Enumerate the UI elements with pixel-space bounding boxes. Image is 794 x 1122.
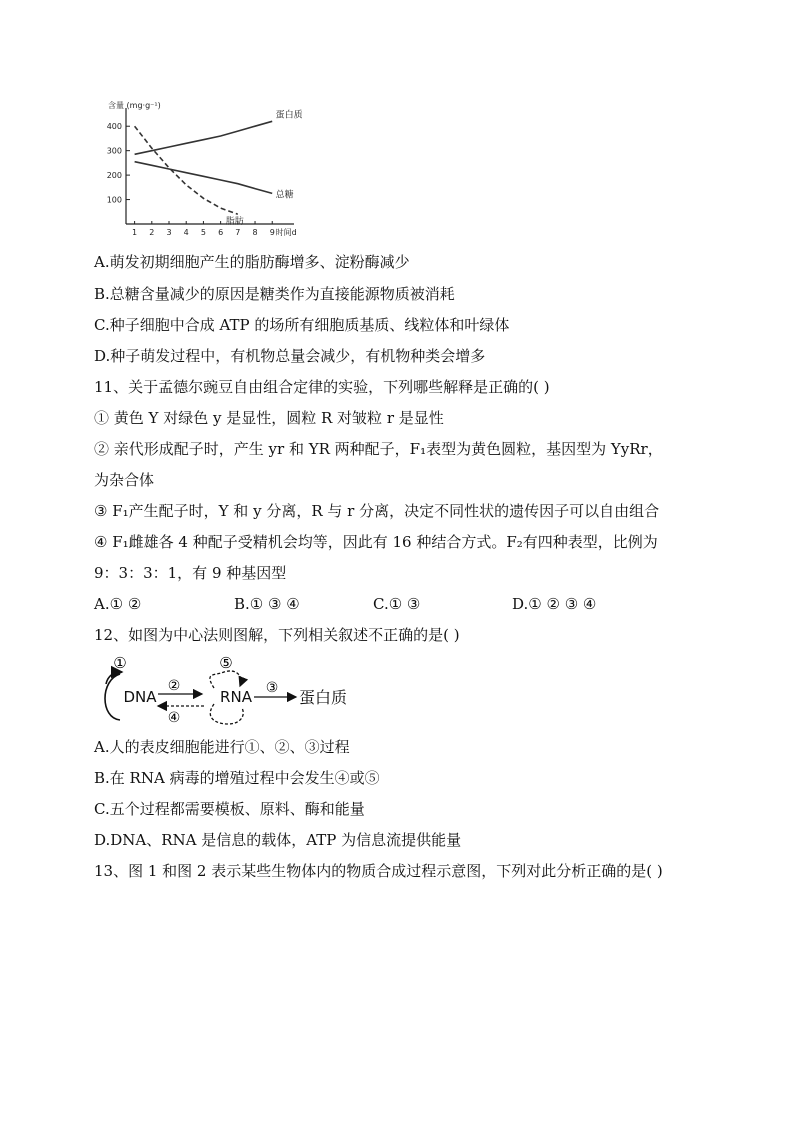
series-line-1 xyxy=(135,121,273,154)
series-label-2: 总糖 xyxy=(275,190,294,201)
x-tick-label: 9 xyxy=(269,228,275,237)
series-line-3 xyxy=(135,126,238,214)
q11-option-d: D.① ② ③ ④ xyxy=(512,595,597,613)
series-line-2 xyxy=(135,162,273,194)
y-axis-label: 含量 (mg·g⁻¹) xyxy=(108,101,161,110)
q12-option-d: D.DNA、RNA 是信息的载体，ATP 为信息流提供能量 xyxy=(94,831,462,849)
q12-stem: 12、如图为中心法则图解，下列相关叙述不正确的是( ) xyxy=(94,626,460,644)
y-tick-label: 200 xyxy=(106,171,122,181)
x-tick-label: 6 xyxy=(218,228,224,237)
num-1: ① xyxy=(113,654,127,672)
num-2: ② xyxy=(167,678,181,694)
series-label-1: 蛋白质 xyxy=(275,110,303,121)
num-5: ⑤ xyxy=(219,654,233,672)
q11-statement-3: ③ F₁产生配子时，Y 和 y 分离，R 与 r 分离，决定不同性状的遗传因子可以自由组合 xyxy=(94,502,660,520)
x-tick-label: 5 xyxy=(200,228,206,237)
content-chart xyxy=(88,96,303,246)
q10-option-a: A.萌发初期细胞产生的脂肪酶增多、淀粉酶减少 xyxy=(94,253,410,271)
x-tick-label: 3 xyxy=(166,228,172,237)
protein-label: 蛋白质 xyxy=(299,688,348,707)
q11-statement-4-cont: 9：3：3：1，有 9 种基因型 xyxy=(94,564,287,582)
q10-option-d: D.种子萌发过程中，有机物总量会减少，有机物种类会增多 xyxy=(94,347,486,365)
y-tick-label: 300 xyxy=(106,146,122,156)
x-tick-label: 4 xyxy=(183,228,189,237)
rna-replication-loop-bottom xyxy=(210,704,243,724)
q11-option-c: C.① ③ xyxy=(373,595,421,613)
rna-replication-loop xyxy=(210,671,241,688)
x-tick-label: 2 xyxy=(149,228,155,237)
q10-option-b: B.总糖含量减少的原因是糖类作为直接能源物质被消耗 xyxy=(94,285,455,303)
num-4: ④ xyxy=(167,710,181,726)
rna-label: RNA xyxy=(220,688,252,706)
series-label-3: 脂肪 xyxy=(225,217,244,228)
x-tick-label: 7 xyxy=(235,228,241,237)
q11-statement-2-cont: 为杂合体 xyxy=(94,471,155,489)
y-tick-label: 100 xyxy=(106,195,122,205)
central-dogma-diagram xyxy=(96,650,366,730)
num-3: ③ xyxy=(265,680,279,696)
q11-stem: 11、关于孟德尔豌豆自由组合定律的实验，下列哪些解释是正确的( ) xyxy=(94,378,550,396)
q11-statement-1: ① 黄色 Y 对绿色 y 是显性，圆粒 R 对皱粒 r 是显性 xyxy=(94,409,444,427)
q11-statement-4: ④ F₁雌雄各 4 种配子受精机会均等，因此有 16 种结合方式。F₂有四种表型，比例为 xyxy=(94,533,658,551)
y-tick-label: 400 xyxy=(106,122,122,132)
q13-stem: 13、图 1 和图 2 表示某些生物体内的物质合成过程示意图，下列对此分析正确的是( ) xyxy=(94,862,663,880)
q11-option-a: A.① ② xyxy=(94,595,142,613)
q10-option-c: C.种子细胞中合成 ATP 的场所有细胞质基质、线粒体和叶绿体 xyxy=(94,316,510,334)
x-axis-label: 时间d xyxy=(275,228,297,237)
x-tick-label: 1 xyxy=(132,228,138,237)
q11-statement-2: ② 亲代形成配子时，产生 yr 和 YR 两种配子，F₁表型为黄色圆粒，基因型为 YyRr， xyxy=(94,440,663,458)
q12-option-a: A.人的表皮细胞能进行①、②、③过程 xyxy=(94,738,350,756)
x-tick-label: 8 xyxy=(252,228,258,237)
q12-option-c: C.五个过程都需要模板、原料、酶和能量 xyxy=(94,800,365,818)
q11-option-b: B.① ③ ④ xyxy=(234,595,300,613)
dna-label: DNA xyxy=(123,688,157,706)
q12-option-b: B.在 RNA 病毒的增殖过程中会发生④或⑤ xyxy=(94,769,380,787)
